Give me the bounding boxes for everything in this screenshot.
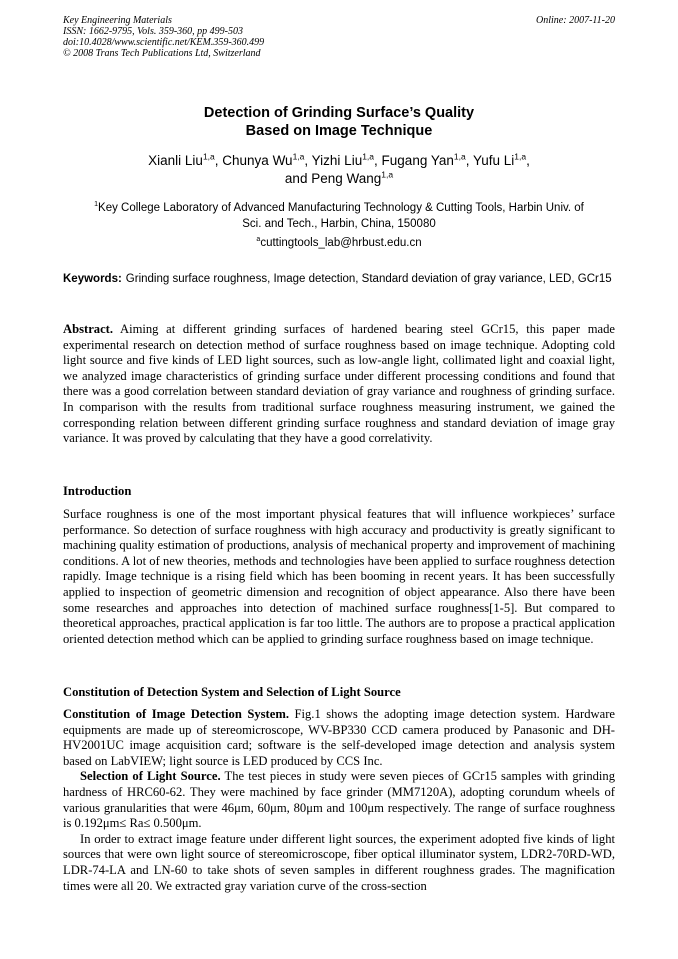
author-name: Yizhi Liu — [311, 153, 363, 168]
author-name: Fugang Yan — [381, 153, 454, 168]
journal-header — [63, 15, 615, 59]
introduction-text: Surface roughness is one of the most important physical features that will influence workpieces’ surface performance. So detection of surface roughness with high accuracy and productivity is greatly significant to machining quality estimation of productions, analysis of mechanical property and improvement of machining conditions. A lot of new theories, methods and technologies have been applied to surface roughness detection rapidly. Image technique is a rising field which has been booming in recent years. It has been successfully applied to inspection of geometric dimension and recognition of object appearance. Also there have been some researches and approaches into detection of machined surface roughness[1-5]. But compared to theoretical approaches, practical application is far too little. The authors are to propose a practical application oriented detection method which can be applied to grinding surface roughness based on image technique. — [63, 507, 615, 646]
paragraph — [63, 769, 615, 831]
paper-title — [63, 104, 615, 140]
doi-line: doi:10.4028/www.scientific.net/KEM.359-360.499 — [63, 37, 265, 48]
keywords-label: Keywords: — [63, 273, 122, 285]
paragraph: In order to extract image feature under different light sources, the experiment adopted five kinds of light sources that were own light source of stereomicroscope, fiber optical illuminator system, LDR2-70RD-WD, LDR-74-LA and LN-60 to take shots of seven samples in different roughness grades. The magnification times were all 20. We extracted gray variation curve of the cross-section — [63, 831, 615, 893]
subsection-label: Selection of Light Source. — [80, 769, 221, 784]
abstract-label: Abstract. — [63, 322, 114, 336]
email-address: cuttingtools_lab@hrbust.edu.cn — [260, 237, 422, 249]
keywords — [63, 272, 618, 287]
authors-line-2 — [63, 170, 615, 188]
paragraph-text: The test pieces in study were seven pieces of GCr15 samples with grinding hardness of HRC60-62. They were machined by face grinder (MM7120A), adopting corundum wheels of various granularities that were 46μm, 60μm, 80μm and 100μm respectively. The range of surface roughness is 0.192μm≤ Ra≤ 0.500μm. — [63, 769, 616, 831]
affiliation-line-2: Sci. and Tech., Harbin, China, 150080 — [242, 218, 436, 230]
author-name: Yufu Li — [472, 153, 515, 168]
abstract — [63, 322, 615, 447]
subsection-label: Constitution of Image Detection System. — [63, 707, 289, 721]
issn-line: ISSN: 1662-9795, Vols. 359-360, pp 499-503 — [63, 26, 243, 37]
author-affil-sup: 1,a — [514, 151, 527, 162]
author-list — [63, 152, 615, 188]
author-affil-sup: 1,a — [381, 169, 394, 180]
affiliation-sup: 1 — [94, 201, 99, 209]
keywords-text: Grinding surface roughness, Image detection, Standard deviation of gray variance, LED, GCr15 — [125, 273, 612, 285]
corresponding-email — [63, 236, 615, 250]
journal-name: Key Engineering Materials — [63, 15, 172, 26]
section-heading-constitution: Constitution of Detection System and Selection of Light Source — [63, 685, 401, 699]
author-affil-sup: 1,a — [202, 151, 215, 162]
title-line-2: Based on Image Technique — [245, 123, 433, 139]
affiliation — [63, 200, 615, 232]
author-name: and Peng Wang — [284, 171, 382, 186]
author-name: Xianli Liu — [148, 153, 203, 168]
author-affil-sup: 1,a — [362, 151, 375, 162]
copyright-line: © 2008 Trans Tech Publications Ltd, Switzerland — [63, 48, 261, 59]
email-sup: a — [256, 236, 261, 244]
constitution-section — [63, 707, 615, 894]
paragraph-text: Fig.1 shows the adopting image detection system. Hardware equipments are made up of stereomicroscope, WV-BP330 CCD camera produced by Panasonic and DH-HV2001UC image acquisition card; software is the self-developed image detection and analysis system based on LabVIEW; light source is LED produced by CCS Inc. — [63, 707, 615, 768]
section-heading-introduction: Introduction — [63, 484, 132, 498]
affiliation-line-1: Key College Laboratory of Advanced Manufacturing Technology & Cutting Tools, Harbin Univ. of — [98, 202, 584, 214]
authors-line-1: Xianli Liu$^{1,a}$, Chunya Wu$^{1,a}$, Yizhi Liu$^{1,a}$, Fugang Yan$^{1,a}$, Yufu Li$^{1,a}$, — [148, 151, 530, 168]
paragraph — [63, 707, 615, 769]
author-name: Chunya Wu — [222, 153, 293, 168]
online-date: Online: 2007-11-20 — [536, 15, 615, 26]
author-affil-sup: 1,a — [292, 151, 305, 162]
abstract-text: Aiming at different grinding surfaces of hardened bearing steel GCr15, this paper made experimental research on detection method of surface roughness based on image technique. Adopting cold light source and five kinds of LED light sources, such as low-angle light, collimated light and coaxial light, we analyzed image characteristics of grinding surface under different processing conditions and found that there was a good correlation between standard deviation of gray variance and roughness of grinding surface. In comparison with the results from traditional surface roughness measuring instrument, we gained the corresponding relation between different grinding surface roughness and standard deviation of image gray variance. It was proved by calculating that they have a good correlativity. — [63, 322, 615, 446]
author-affil-sup: 1,a — [453, 151, 466, 162]
title-line-1: Detection of Grinding Surface’s Quality — [203, 105, 475, 121]
